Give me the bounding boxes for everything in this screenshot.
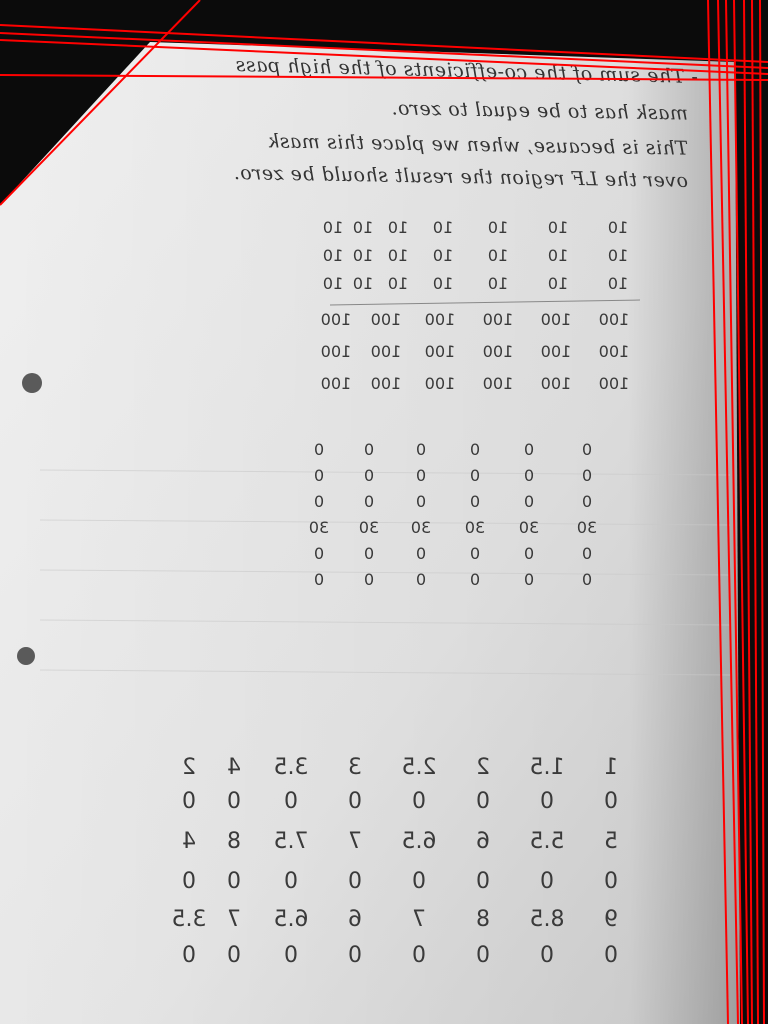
matrix-cell: 0	[412, 869, 426, 894]
matrix-cell: 10	[352, 218, 374, 237]
matrix-cell: 0	[581, 440, 593, 459]
matrix-cell: 10	[322, 274, 344, 293]
matrix-cell: 30	[358, 518, 380, 537]
matrix-cell: 10	[607, 246, 629, 265]
matrix-cell: 4	[227, 755, 241, 780]
matrix-cell: 10	[387, 274, 409, 293]
matrix-cell: 100	[320, 310, 352, 329]
matrix-cell: 0	[412, 943, 426, 968]
matrix-cell: 0	[348, 943, 362, 968]
matrix-cell: 30	[308, 518, 330, 537]
matrix-cell: 0	[604, 869, 618, 894]
matrix-cell: 10	[387, 246, 409, 265]
matrix-cell: 10	[607, 274, 629, 293]
note-line-3: This is because, when we place this mask	[267, 130, 689, 160]
matrix-cell: 30	[576, 518, 598, 537]
matrix-cell: 0	[540, 789, 554, 814]
matrix-cell: 0	[227, 943, 241, 968]
matrix-cell: 0	[581, 570, 593, 589]
matrix-cell: 0	[363, 492, 375, 511]
matrix-cell: 0	[469, 544, 481, 563]
matrix-cell: 0	[412, 789, 426, 814]
matrix-cell: 0	[540, 943, 554, 968]
matrix-cell: 30	[410, 518, 432, 537]
matrix-cell: 3.5	[171, 907, 207, 932]
matrix-cell: 0	[363, 570, 375, 589]
matrix-cell: 10	[322, 218, 344, 237]
matrix-cell: 7	[348, 829, 362, 854]
matrix-cell: 0	[182, 943, 196, 968]
edge-line	[708, 0, 728, 1024]
matrix-cell: 0	[415, 492, 427, 511]
note-line-4: over the LF region the result should be zero.	[233, 162, 689, 192]
matrix-cell: 1.5	[529, 755, 565, 780]
matrix-cell: 0	[313, 466, 325, 485]
matrix-cell: 0	[476, 789, 490, 814]
matrix-cell: 10	[352, 246, 374, 265]
matrix-cell: 10	[352, 274, 374, 293]
matrix-cell: 2	[476, 755, 490, 780]
matrix-cell: 0	[227, 869, 241, 894]
matrix-cell: 6.5	[401, 829, 437, 854]
matrix-cell: 100	[370, 374, 402, 393]
matrix-cell: 0	[523, 466, 535, 485]
matrix-cell: 10	[607, 218, 629, 237]
matrix-cell: 0	[284, 789, 298, 814]
matrix-cell: 6	[476, 829, 490, 854]
matrix-cell: 3.5	[273, 755, 309, 780]
matrix-cell: 10	[322, 246, 344, 265]
matrix-cell: 0	[476, 869, 490, 894]
matrix-cell: 30	[464, 518, 486, 537]
matrix-cell: 0	[284, 943, 298, 968]
matrix-cell: 0	[469, 466, 481, 485]
matrix-cell: 0	[313, 440, 325, 459]
matrix-cell: 0	[581, 466, 593, 485]
matrix-cell: 0	[348, 789, 362, 814]
matrix-cell: 0	[363, 544, 375, 563]
matrix-cell: 0	[523, 544, 535, 563]
matrix-cell: 0	[363, 466, 375, 485]
matrix-cell: 0	[182, 789, 196, 814]
matrix-cell: 10	[487, 274, 509, 293]
matrix-cell: 7	[227, 907, 241, 932]
matrix-cell: 3	[348, 755, 362, 780]
matrix-cell: 100	[320, 374, 352, 393]
matrix-cell: 2	[182, 755, 196, 780]
matrix-cell: 10	[387, 218, 409, 237]
matrix-cell: 1	[604, 755, 618, 780]
matrix-cell: 0	[581, 544, 593, 563]
matrix-cell: 0	[523, 492, 535, 511]
matrix-cell: 8.5	[529, 907, 565, 932]
matrix-cell: 100	[424, 342, 456, 361]
matrix-cell: 0	[604, 943, 618, 968]
matrix-cell: 100	[540, 342, 572, 361]
edge-line	[752, 0, 758, 1024]
matrix-cell: 10	[487, 246, 509, 265]
edge-line	[760, 0, 764, 1024]
matrix-cell: 0	[523, 570, 535, 589]
matrix-cell: 10	[432, 218, 454, 237]
matrix-cell: 0	[348, 869, 362, 894]
matrix-cell: 10	[487, 218, 509, 237]
matrix-cell: 0	[540, 869, 554, 894]
matrix-cell: 10	[547, 218, 569, 237]
matrix-cell: 8	[227, 829, 241, 854]
matrix-cell: 100	[598, 342, 630, 361]
note-line-2: mask has to be equal to zero.	[391, 97, 689, 125]
matrix-cell: 0	[363, 440, 375, 459]
matrix-cell: 0	[227, 789, 241, 814]
matrix-cell: 100	[424, 374, 456, 393]
matrix-cell: 100	[482, 342, 514, 361]
matrix-cell: 8	[476, 907, 490, 932]
matrix-cell: 0	[313, 544, 325, 563]
edge-line	[0, 75, 768, 80]
matrix-cell: 100	[370, 310, 402, 329]
matrix-cell: 7	[412, 907, 426, 932]
matrix-cell: 0	[604, 789, 618, 814]
matrix-cell: 100	[482, 310, 514, 329]
matrix-cell: 0	[476, 943, 490, 968]
matrix-cell: 100	[482, 374, 514, 393]
matrix-cell: 0	[415, 440, 427, 459]
matrix-cell: 100	[370, 342, 402, 361]
matrix-cell: 10	[432, 274, 454, 293]
matrix-cell: 0	[313, 492, 325, 511]
matrix-cell: 30	[518, 518, 540, 537]
edge-line	[0, 33, 768, 68]
matrix-cell: 6	[348, 907, 362, 932]
matrix-cell: 100	[598, 310, 630, 329]
matrix-cell: 100	[598, 374, 630, 393]
matrix-cell: 5	[604, 829, 618, 854]
matrix-cell: 0	[523, 440, 535, 459]
matrix-cell: 6.5	[273, 907, 309, 932]
matrix-cell: 10	[547, 274, 569, 293]
matrix-cell: 5.5	[529, 829, 565, 854]
matrix-cell: 0	[313, 570, 325, 589]
matrix-cell: 0	[469, 492, 481, 511]
matrix-cell: 10	[547, 246, 569, 265]
note-line-1: - The sum of the co-efficients of the high pass	[234, 53, 699, 89]
matrix-cell: 0	[284, 869, 298, 894]
matrix-cell: 100	[424, 310, 456, 329]
matrix-cell: 9	[604, 907, 618, 932]
matrix-cell: 4	[182, 829, 196, 854]
matrix-cell: 0	[581, 492, 593, 511]
matrix-cell: 100	[540, 374, 572, 393]
matrix-cell: 100	[320, 342, 352, 361]
matrix-cell: 0	[415, 466, 427, 485]
matrix-cell: 10	[432, 246, 454, 265]
matrix-cell: 0	[182, 869, 196, 894]
matrix-cell: 0	[469, 570, 481, 589]
matrix-cell: 0	[415, 544, 427, 563]
matrix-cell: 2.5	[401, 755, 437, 780]
matrix-cell: 0	[469, 440, 481, 459]
matrix-cell: 100	[540, 310, 572, 329]
matrix-cell: 7.5	[273, 829, 309, 854]
matrix-cell: 0	[415, 570, 427, 589]
